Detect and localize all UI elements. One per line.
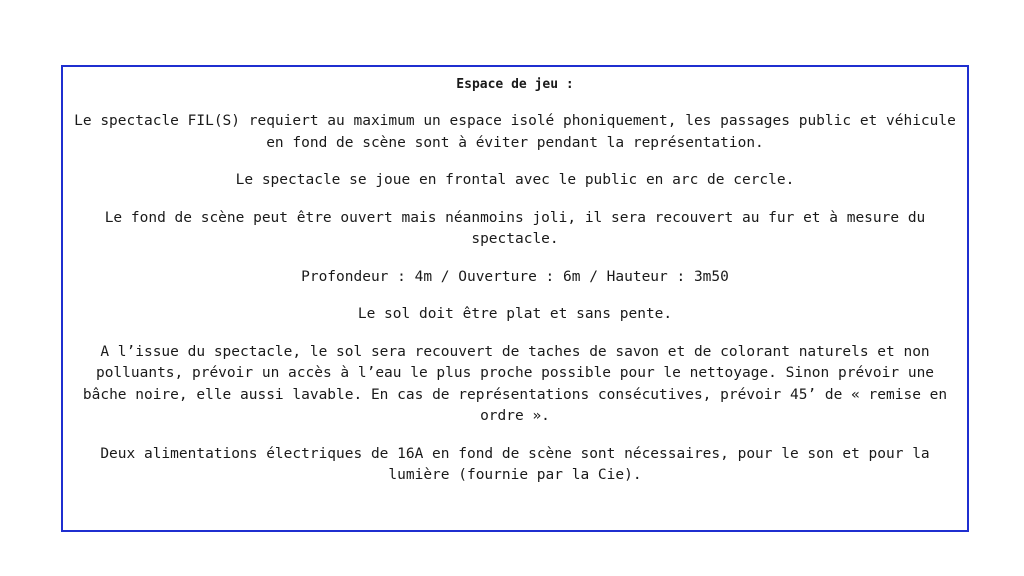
paragraph-floor: Le sol doit être plat et sans pente.: [357, 306, 673, 322]
paragraph-cleanup: A l’issue du spectacle, le sol sera recouvert de taches de savon et de colorant naturels et non polluants, prévoir un accès à l’eau le plus proche possible pour le nettoyage. Sinon prévoir une bâche noire, elle aussi lavable. En cas de représentations consécutives, prévoir 45’ de « remise en ordre ».: [82, 343, 948, 424]
content-frame: [61, 65, 969, 532]
section-title: Espace de jeu :: [456, 77, 574, 92]
paragraph-power: Deux alimentations électriques de 16A en fond de scène sont nécessaires, pour le son et pour la lumière (fournie par la Cie).: [100, 445, 930, 483]
paragraph-acoustic-space: Le spectacle FIL(S) requiert au maximum un espace isolé phoniquement, les passages public et véhicule en fond de scène sont à éviter pendant la représentation.: [74, 113, 956, 151]
paragraph-dimensions: Profondeur : 4m / Ouverture : 6m / Hauteur : 3m50: [301, 268, 729, 285]
paragraph-backdrop: Le fond de scène peut être ouvert mais néanmoins joli, il sera recouvert au fur et à mesure du spectacle.: [104, 209, 926, 247]
paragraph-audience-layout: Le spectacle se joue en frontal avec le public en arc de cercle.: [235, 172, 795, 188]
